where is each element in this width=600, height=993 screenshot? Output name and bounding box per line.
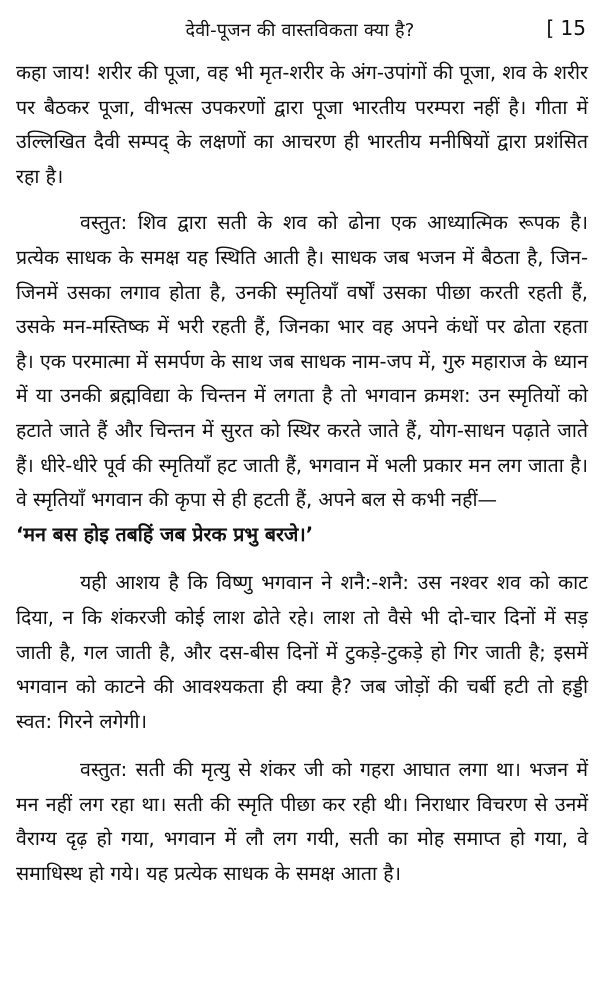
page-number: [ 15 xyxy=(546,16,586,40)
verse-quote: ‘मन बस होइ तबहिं जब प्रेरक प्रभु बरजे।’ xyxy=(16,522,314,546)
paragraph-1: कहा जाय! शरीर की पूजा, वह भी मृत-शरीर के अंग-उपांगों की पूजा, शव के शरीर पर बैठकर पूजा, वीभत्स उपकरणों द्वारा पूजा भारतीय परम्परा नहीं है। गीता में उल्लिखित दैवी सम्पद् के लक्षणों का आचरण ही भारतीय मनीषियों द्वारा प्रशंसित रहा है। xyxy=(16,61,588,188)
paragraph-4: वस्तुत: सती की मृत्यु से शंकर जी को गहरा आघात लगा था। भजन में मन नहीं लग रहा था। सती की स्मृति पीछा कर रही थी। निराधार विचरण से उनमें वैराग्य दृढ़ हो गया, भगवान में लौ लग गयी, सती का मोह समाप्त हो गया, वे समाधिस्थ हो गये। यह प्रत्येक साधक के समक्ष आता है। xyxy=(16,758,588,886)
paragraph-2-text: वस्तुत: शिव द्वारा सती के शव को ढोना एक आध्यात्मिक रूपक है। प्रत्येक साधक के समक्ष यह स्थिति आती है। साधक जब भजन में बैठता है, जिन-जिनमें उसका लगाव होता है, उनकी स्मृतियाँ वर्षों उसका पीछा करती रहती हैं, उसके मन-मस्तिष्क में भरी रहती हैं, जिनका भार वह अपने कंधों पर ढोता रहता है। एक परमात्मा में समर्पण के साथ जब साधक नाम-जप में, गुरु महाराज के ध्यान में या उनकी ब्रह्मविद्या के चिन्तन में लगता है तो भगवान क्रमश: उन स्मृतियों को हटाते जाते हैं और चिन्तन में सुरत को स्थिर करते जाते हैं, योग-साधन पढ़ाते जाते हैं। धीरे-धीरे पूर्व की स्मृतियाँ हट जाती हैं, भगवान में भली प्रकार मन लग जाता है। वे स्मृतियाँ भगवान की कृपा से ही हटती हैं, अपने बल से कभी नहीं— xyxy=(16,211,588,512)
page-header xyxy=(0,10,600,44)
paragraph-2 xyxy=(16,206,588,552)
body-text xyxy=(16,56,588,906)
paragraph-3: यही आशय है कि विष्णु भगवान ने शनै:-शनै: उस नश्वर शव को काट दिया, न कि शंकरजी कोई लाश ढोते रहे। लाश तो वैसे भी दो-चार दिनों में सड़ जाती है, गल जाती है, और दस-बीस दिनों में टुकड़े-टुकड़े हो गिर जाती है; इसमें भगवान को काटने की आवश्यकता ही क्या है? जब जोड़ों की चर्बी हटी तो हड्डी स्वत: गिरने लगेगी। xyxy=(16,571,588,733)
running-title: देवी-पूजन की वास्तविकता क्या है? xyxy=(185,20,415,41)
